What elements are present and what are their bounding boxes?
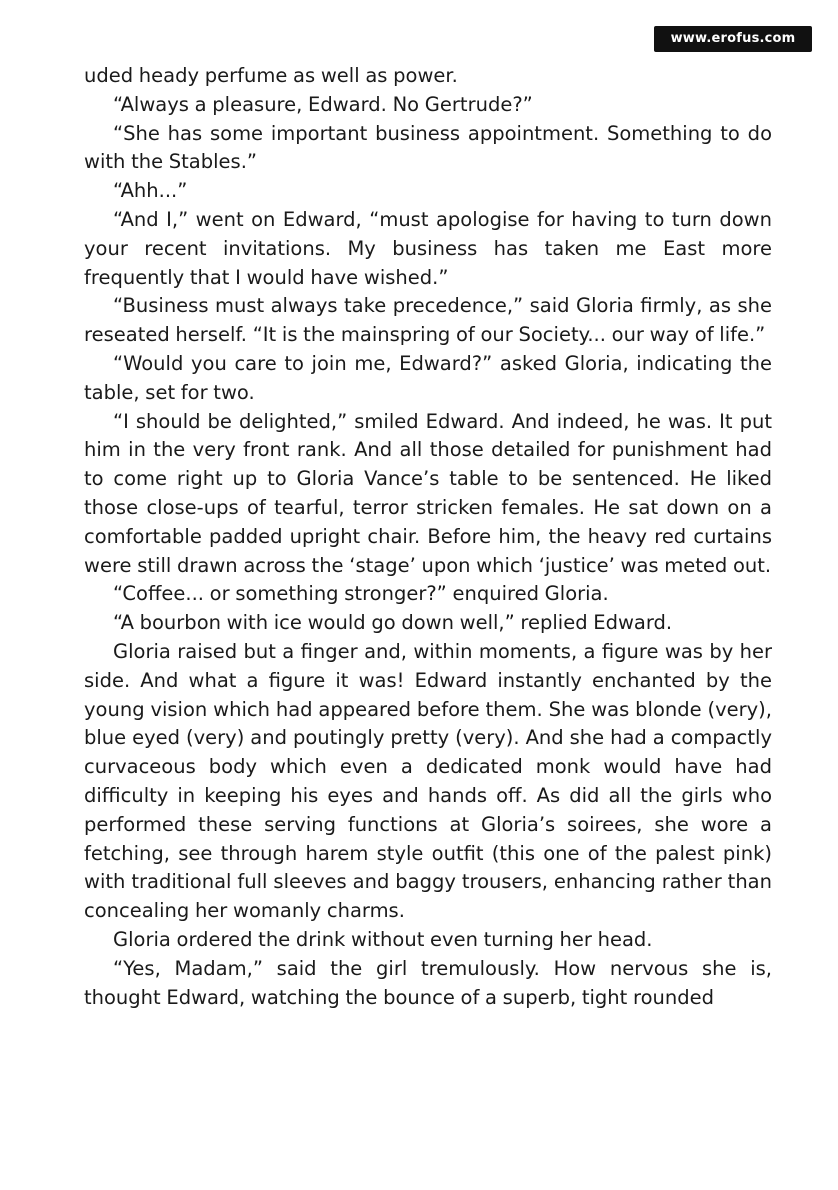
paragraph: “Would you care to join me, Edward?” asked Gloria, indicating the table, set for two. xyxy=(84,351,772,404)
paragraph: “Yes, Madam,” said the girl tremulously. How nervous she is, thought Edward, watching the bounce of a superb, tight rounded xyxy=(84,956,772,1009)
paragraph-continued: uded heady perfume as well as power. xyxy=(84,64,458,87)
paragraph: “Always a pleasure, Edward. No Gertrude?” xyxy=(113,92,533,116)
paragraph: “Ahh...” xyxy=(113,179,188,203)
paragraph: Gloria ordered the drink without even turning her head. xyxy=(113,927,653,951)
paragraph: Gloria raised but a finger and, within moments, a figure was by her side. And what a figure it was! Edward instantly enchanted by the young vision which had appeared before them. She was blonde (very), blue eyed (very) and poutingly pretty (very). And she had a compactly curvaceous body which even a dedicated monk would have had difficulty in keeping his eyes and hands off. As did all the girls who performed these serving functions at Gloria’s soirees, she wore a fetching, see through harem style outfit (this one of the palest pink) with traditional full sleeves and baggy trousers, enhancing rather than concealing her womanly charms. xyxy=(84,639,772,923)
paragraph: “Coffee... or something stronger?” enquired Gloria. xyxy=(113,582,609,606)
paragraph: “And I,” went on Edward, “must apologise for having to turn down your recent invitations. My business has taken me East more frequently that I would have wished.” xyxy=(84,207,772,289)
body-text xyxy=(84,62,772,1012)
paragraph: “Business must always take precedence,” said Gloria firmly, as she reseated herself. “It is the mainspring of our Society... our way of life.” xyxy=(84,294,772,347)
paragraph: “She has some important business appointment. Something to do with the Stables.” xyxy=(84,121,772,174)
paragraph: “A bourbon with ice would go down well,” replied Edward. xyxy=(113,611,673,635)
site-watermark: www.erofus.com xyxy=(654,26,812,52)
paragraph: “I should be delighted,” smiled Edward. And indeed, he was. It put him in the very front rank. And all those detailed for punishment had to come right up to Gloria Vance’s table to be sentenced. He liked those close-ups of tearful, terror stricken females. He sat down on a comfortable padded upright chair. Before him, the heavy red curtains were still drawn across the ‘stage’ upon which ‘justice’ was meted out. xyxy=(84,409,772,577)
